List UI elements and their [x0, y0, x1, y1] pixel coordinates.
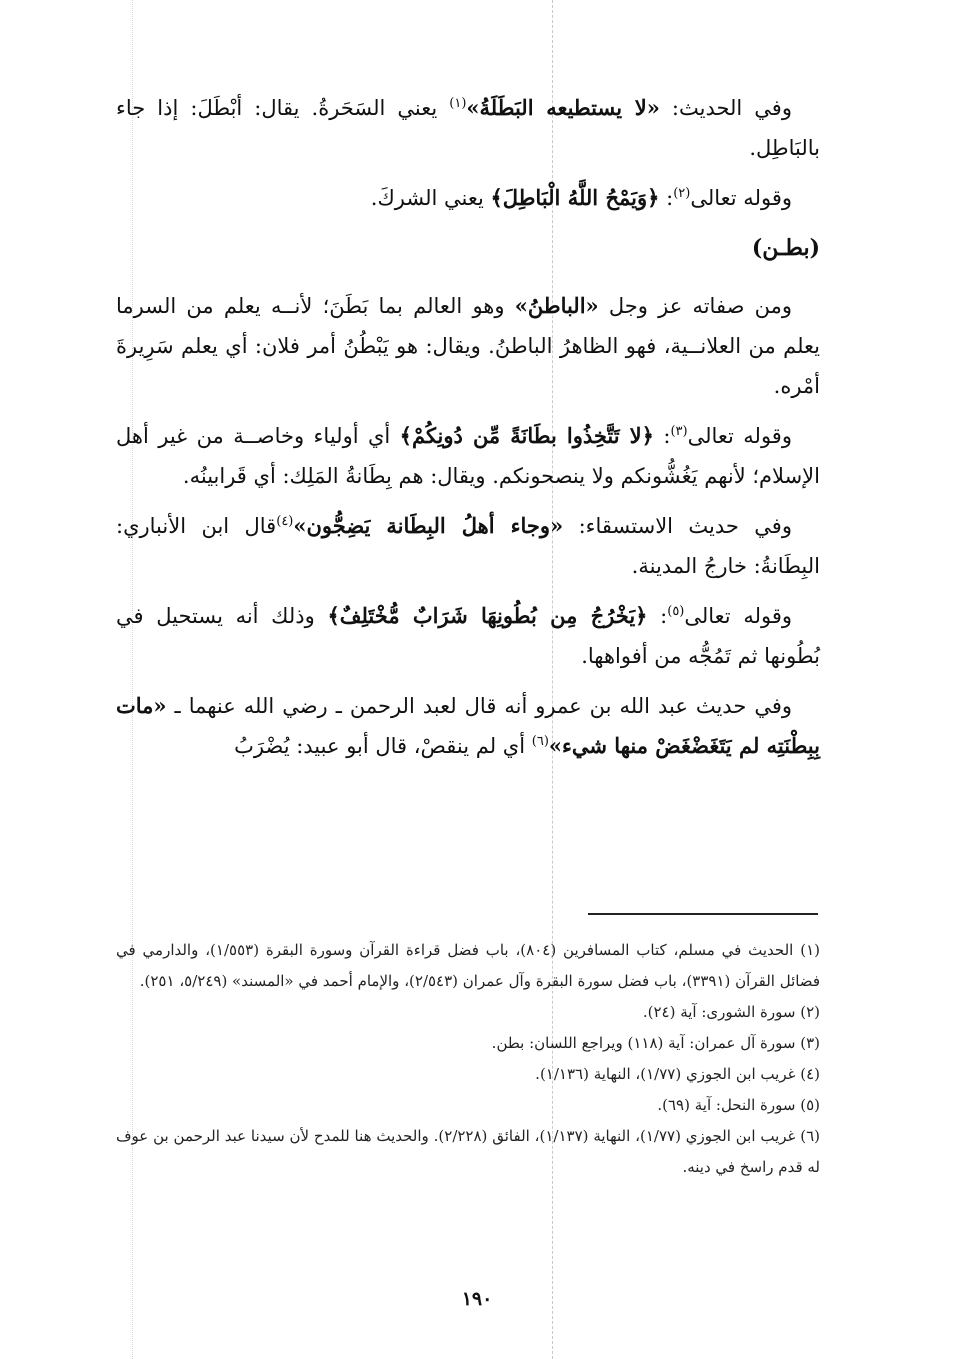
text-run: : [653, 424, 671, 448]
text-run: أي لم ينقصْ، قال أبو عبيد: يُضْرَبُ [234, 734, 532, 758]
paragraph-7 [116, 686, 820, 766]
text-run: : [659, 186, 674, 210]
text-run: : [647, 604, 668, 628]
hadith-quote: «لا يستطيعه البَطَلَةُ» [466, 95, 660, 120]
paragraph-2 [116, 178, 820, 218]
footnote-ref: (٤) [276, 514, 294, 529]
quran-quote: ﴿وَيَمْحُ اللَّهُ الْبَاطِلَ﴾ [490, 185, 660, 210]
footnote-6: (٦) غريب ابن الجوزي (١/٧٧)، النهاية (١/١٣٧)، الفائق (٢/٢٢٨). والحديث هنا للمدح لأن سيدنا عبد الرحمن بن عوف له قدم راسخ في دينه. [116, 1127, 821, 1176]
footnote-ref: (٢) [673, 186, 691, 201]
hadith-quote: «وجاء أهلُ البِطَانة يَضِجُّون» [293, 513, 564, 538]
footnote-ref: (١) [449, 96, 467, 111]
footnote-4: (٤) غريب ابن الجوزي (١/٧٧)، النهاية (١/١٣٦). [535, 1065, 820, 1083]
text-run: يعني السَحَرةُ. يقال: أبْطَلَ: إذا جاء بالبَاطِل. [116, 96, 820, 160]
entry-heading: (بطـن) [751, 235, 820, 261]
paragraph-4 [116, 416, 820, 496]
text-run: أي أولياء وخاصــة من غير أهل الإسلام؛ لأنهم يَغُشُّونكم ولا ينصحونكم. ويقال: هم بِطَانةُ المَلِك: أي قَرابينُه. [116, 424, 820, 488]
main-text [116, 88, 820, 776]
paragraph-3 [116, 286, 820, 406]
text-run: وفي حديث عبد الله بن عمرو أنه قال لعبد الرحمن ـ رضي الله عنهما ـ [166, 694, 792, 718]
footnote-ref: (٦) [531, 734, 549, 749]
text-run: وقوله تعالى [690, 186, 792, 210]
paragraph-1 [116, 88, 820, 168]
footnotes [116, 935, 820, 1183]
footnote-ref: (٣) [670, 424, 688, 439]
paragraph-5 [116, 506, 820, 586]
footnote-2: (٢) سورة الشورى: آية (٢٤). [642, 1003, 820, 1021]
quran-quote: ﴿يَخْرُجُ مِن بُطُونِهَا شَرَابٌ مُّخْتَلِفٌ﴾ [327, 603, 648, 628]
footnote-ref: (٥) [667, 604, 685, 619]
footnote-1: (١) الحديث في مسلم، كتاب المسافرين (٨٠٤)، باب فضل قراءة القرآن وسورة البقرة (١/٥٥٣)، والدارمي في فضائل القرآن (٣٣٩١)، باب فضل سورة البقرة وآل عمران (٢/٥٤٣)، والإمام أحمد في «المسند» (٥/٢٤٩، ٢٥١). [116, 941, 820, 990]
paragraph-6 [116, 596, 820, 676]
text-run: يعني الشركَ. [370, 186, 491, 210]
page-number: ١٩٠ [461, 1288, 493, 1310]
footnote-3: (٣) سورة آل عمران: آية (١١٨) ويراجع اللسان: بطن. [491, 1034, 820, 1052]
text-run: وقوله تعالى [687, 424, 792, 448]
hadith-quote: «مات بِبِطْنَتِه لم يَتَغَضْغَضْ منها شيء» [116, 693, 820, 758]
text-run: ومن صفاته عز وجل [598, 294, 792, 318]
footnote-separator [588, 913, 818, 915]
divine-name-quote: «الباطنُ» [514, 293, 599, 318]
footnote-5: (٥) سورة النحل: آية (٦٩). [657, 1096, 820, 1114]
text-run: وذلك أنه يستحيل في بُطُونها ثم تَمُجُّه من أفواهها. [116, 604, 820, 668]
text-run: وفي حديث الاستسقاء: [563, 514, 792, 538]
quran-quote: ﴿لا تَتَّخِذُوا بطَانَةً مِّن دُونِكُمْ﴾ [399, 423, 654, 448]
text-run: قال ابن الأنباري: البِطَانةُ: خارجُ المدينة. [116, 514, 820, 578]
text-run: وقوله تعالى [684, 604, 792, 628]
text-run: وفي الحديث: [659, 96, 792, 120]
text-run: وهو العالم بما بَطَنَ؛ لأنــه يعلم من السرما يعلم من العلانــية، فهو الظاهرُ الباطنُ. ويقال: هو يَبْطُنُ أمر فلان: أي يعلم سَرِيرةَ أمْره. [116, 294, 820, 398]
